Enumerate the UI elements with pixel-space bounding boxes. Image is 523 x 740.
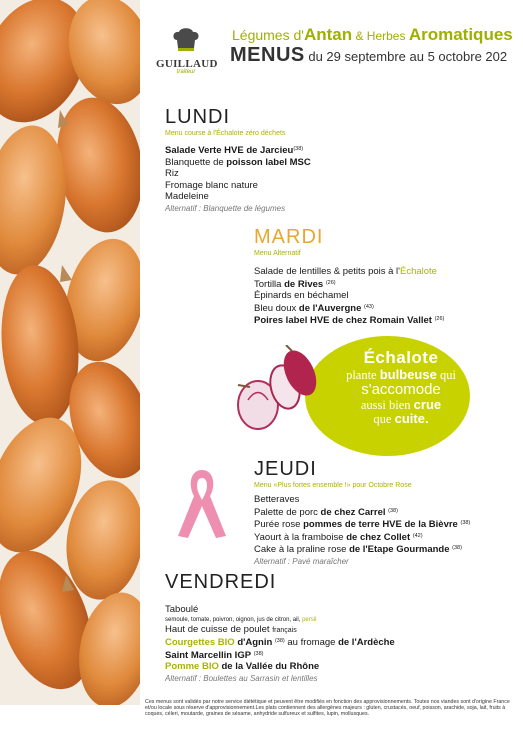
- logo-subtitle: traiteur: [176, 69, 196, 75]
- subtitle-aromatiques: Aromatiques: [408, 25, 513, 44]
- day-title: VENDREDI: [165, 571, 277, 593]
- subtitle-antan: Antan: [303, 25, 353, 44]
- menu-item: Cake à la praline rose de l'Etape Gourmande $^{(38)}$: [254, 544, 462, 555]
- ingredients: semoule, tomate, poivron, oignon, jus de citron, ail, persil: [165, 616, 317, 623]
- menu-item: Purée rose pommes de terre HVE de la Bièvre $^{(38)}$: [254, 519, 471, 530]
- echalote-line: que cuite.: [373, 411, 429, 426]
- menu-item: Haut de cuisse de poulet français: [165, 623, 297, 635]
- shallots-photo: [0, 0, 140, 705]
- menu-item: Pomme BIO de la Vallée du Rhône: [165, 661, 320, 672]
- menu-item: Riz: [165, 168, 179, 179]
- menu-item: Fromage blanc nature: [165, 179, 258, 191]
- menu-item: Bleu doux de l'Auvergne $^{(43)}$: [254, 302, 374, 314]
- menu-item: Blanquette de poisson label MSC: [165, 156, 311, 168]
- menu-item: Palette de porc de chez Carrel $^{(38)}$: [254, 506, 398, 518]
- day-title: LUNDI: [165, 106, 231, 128]
- logo-name: GUILLAUD: [156, 58, 218, 70]
- day-jeudi: [254, 458, 470, 567]
- day-subtitle: Menu Alternatif: [254, 250, 301, 257]
- menu-item: Madeleine: [165, 191, 209, 202]
- menu-dates: du 29 septembre au 5 octobre 202: [304, 49, 508, 64]
- menu-item: Tortilla de Rives $^{(26)}$: [254, 278, 336, 290]
- menu-item: Saint Marcellin IGP $^{(38)}$: [165, 649, 264, 661]
- menu-item: Courgettes BIO d'Agnin $^{(38)}$ au fromage de l'Ardèche: [165, 637, 395, 648]
- day-subtitle: Menu course à l'Échalote zéro déchets: [165, 130, 286, 137]
- red-shallot-icon: [230, 345, 325, 435]
- menu-item: Salade de lentilles & petits pois à l'Échalote: [254, 266, 437, 277]
- echalote-line: aussi bien crue: [360, 397, 442, 412]
- alternative-dish: Alternatif : Boulettes au Sarrasin et lentilles: [165, 673, 318, 683]
- echalote-line: s'accomode: [361, 381, 441, 398]
- footer-disclaimer: Ces menus sont validés par notre service diététique et peuvent être modifiés en fonction des approvisionnements. Toutes nos viandes sont d'origine France et/ou locale sous réserve d'approvisionnement.Les plats contiennent des allergènes majeurs : gluten, crustacés, oeuf, poisson, arachide, soja, lait, fruits à coques, céleri, moutarde, graines de sésame, anhydride sulfureux et sulfites, lupin, mollusques.: [145, 699, 510, 718]
- day-title: JEUDI: [254, 458, 317, 480]
- page-title: [230, 44, 507, 67]
- guillaud-logo: [156, 26, 216, 75]
- subtitle-part: Légumes d': [232, 27, 304, 43]
- menu-item: Yaourt à la framboise de chez Collet $^{(42)}$: [254, 531, 423, 543]
- pink-ribbon-icon: [176, 466, 228, 544]
- echalote-title: Échalote: [363, 348, 439, 367]
- menu-item: Poires label HVE de chez Romain Vallet $^{(26)}$: [254, 315, 445, 326]
- alternative-dish: Alternatif : Blanquette de légumes: [165, 203, 286, 213]
- menu-item: Épinards en béchamel: [254, 290, 349, 301]
- echalote-text: [336, 348, 466, 426]
- menu-item: Taboulé: [165, 604, 199, 615]
- chef-hat-icon: [171, 26, 201, 52]
- menu-item: Betteraves: [254, 494, 300, 505]
- day-subtitle: Menu «Plus fortes ensemble !» pour Octobre Rose: [254, 482, 412, 489]
- day-mardi: [254, 226, 444, 327]
- day-vendredi: [165, 571, 395, 684]
- header-subtitle: [232, 25, 513, 45]
- menu-item: Salade Verte HVE de Jarcieu$^{(38)}$: [165, 145, 304, 156]
- alternative-dish: Alternatif : Pavé maraîcher: [254, 556, 349, 566]
- day-title: MARDI: [254, 226, 324, 248]
- echalote-line: plante bulbeuse qui: [346, 367, 456, 382]
- subtitle-part: & Herbes: [352, 29, 409, 43]
- menus-label: MENUS: [230, 44, 305, 66]
- day-lundi: [165, 106, 311, 214]
